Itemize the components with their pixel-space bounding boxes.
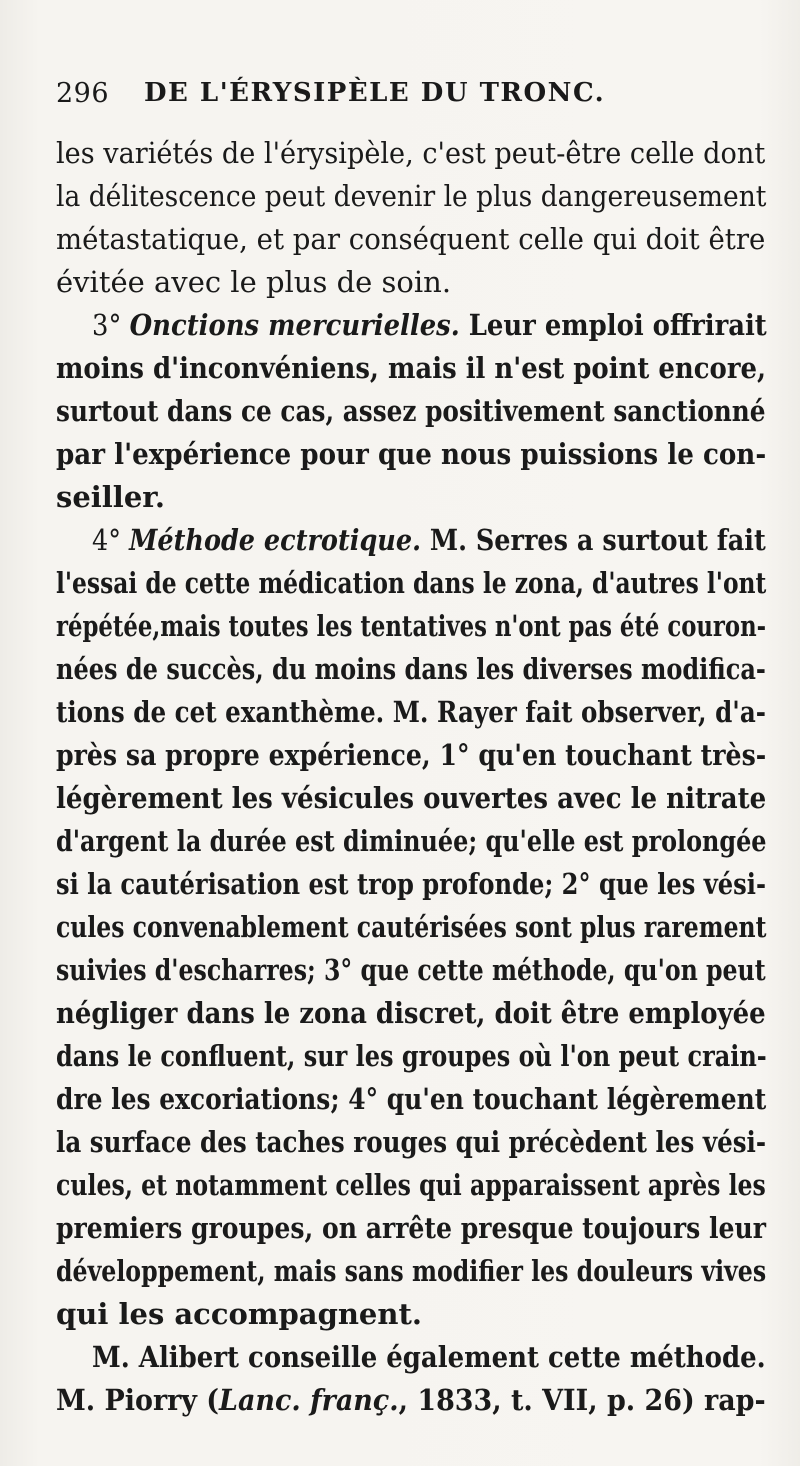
text-run: M. Serres a surtout fait (420, 523, 766, 557)
text-line: évitée avec le plus de soin. (56, 265, 452, 299)
text-line: seiller. (56, 480, 165, 514)
text-line: la surface des taches rouges qui précèdent les vési- (56, 1125, 767, 1159)
section-title: Méthode ectrotique. (129, 523, 421, 557)
text-line: négliger dans le zona discret, doit être employée (56, 996, 766, 1030)
citation-line (56, 1375, 766, 1425)
text-line: d'argent la durée est diminuée; qu'elle est prolongée (56, 824, 767, 858)
text-run: , 1833, t. VII, p. 26) rap- (398, 1383, 766, 1417)
text-line: qui les accompagnent. (56, 1297, 422, 1331)
page-header (56, 78, 756, 118)
text-line: cules, et notamment celles qui apparaissent après les (56, 1168, 766, 1202)
text-run: Leur emploi offrirait (459, 308, 767, 342)
text-line: près sa propre expérience, 1° qu'en touchant très- (56, 738, 767, 772)
text-line: tions de cet exanthème. M. Rayer fait observer, d'a- (56, 695, 766, 729)
text-line: la délitescence peut devenir le plus dangereusement (56, 179, 767, 213)
section-number: 4° (92, 523, 130, 557)
text-line: métastatique, et par conséquent celle qui doit être (56, 222, 766, 256)
section-number: 3° (92, 308, 130, 342)
running-title: DE L'ÉRYSIPÈLE DU TRONC. (144, 78, 606, 108)
page-number: 296 (56, 78, 110, 109)
text-line: répétée,mais toutes les tentatives n'ont pas été couron- (56, 609, 767, 643)
journal-title: Lanc. franç. (219, 1383, 399, 1417)
text-line: suivies d'escharres; 3° que cette méthode, qu'on peut (56, 953, 766, 987)
text-line: les variétés de l'érysipèle, c'est peut-être celle dont (56, 136, 766, 170)
text-line: développement, mais sans modifier les douleurs vives (56, 1254, 767, 1288)
text-line: surtout dans ce cas, assez positivement sanctionné (56, 394, 766, 428)
section-title: Onctions mercurielles. (129, 308, 460, 342)
text-line: premiers groupes, on arrête presque toujours leur (56, 1211, 767, 1245)
text-run: M. Piorry ( (56, 1383, 220, 1417)
text-line: dre les excoriations; 4° qu'en touchant légèrement (56, 1082, 767, 1116)
text-line: M. Alibert conseille également cette méthode. (92, 1340, 766, 1374)
text-line: cules convenablement cautérisées sont plus rarement (56, 910, 767, 944)
text-line: moins d'inconvéniens, mais il n'est point encore, (56, 351, 767, 385)
text-line: par l'expérience pour que nous puissions le con- (56, 437, 767, 471)
text-line: nées de succès, du moins dans les diverses modifica- (56, 652, 766, 686)
text-line: si la cautérisation est trop profonde; 2° que les vési- (56, 867, 766, 901)
text-line: légèrement les vésicules ouvertes avec le nitrate (56, 781, 767, 815)
text-line: dans le confluent, sur les groupes où l'on peut crain- (56, 1039, 767, 1073)
text-line: l'essai de cette médication dans le zona, d'autres l'ont (56, 566, 767, 600)
